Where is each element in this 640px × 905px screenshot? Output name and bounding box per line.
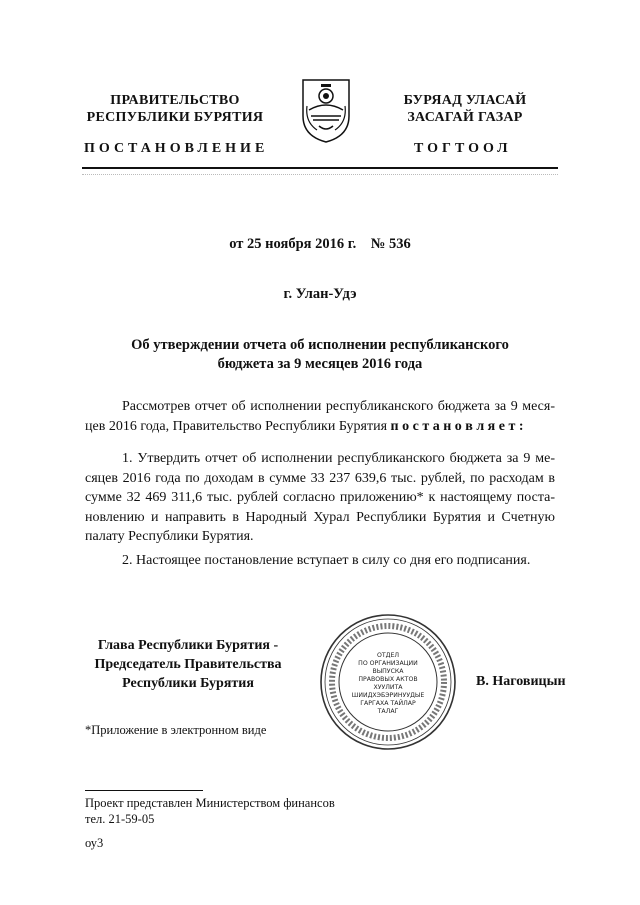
footer-code: оу3 [85, 836, 104, 850]
official-stamp [318, 612, 458, 752]
preamble-decree: п о с т а н о в л я е т : [390, 418, 524, 434]
republic-name-ru: РЕСПУБЛИКИ БУРЯТИЯ [86, 110, 264, 125]
date-number: от 25 ноября 2016 г. № 536 [229, 236, 411, 252]
item-2 [85, 551, 555, 571]
document-title [0, 336, 640, 374]
government-name-ru: ПРАВИТЕЛЬСТВО [110, 93, 240, 108]
signatory-position [78, 636, 298, 693]
header-dotted-line [82, 174, 558, 176]
header-right [370, 92, 560, 126]
government-name-bur-2: ЗАСАГАЙ ГАЗАР [407, 110, 523, 125]
preamble-text: Рассмотрев отчет об исполнении республиканского бюджета за 9 меся-цев 2016 года, Правительство Республики Бурятия [85, 399, 555, 434]
appendix-note: *Приложение в электронном виде [85, 723, 267, 737]
signatory-line-2: Председатель Правительства [94, 657, 282, 672]
item-1 [85, 449, 555, 547]
footer-phone: тел. 21-59-05 [85, 812, 155, 826]
city: г. Улан-Удэ [283, 286, 357, 302]
item-2-text: 2. Настоящее постановление вступает в силу со дня его подписания. [122, 553, 531, 568]
header-rule [82, 167, 558, 169]
government-name-bur: БУРЯАД УЛАСАЙ [403, 93, 527, 108]
header-left [80, 92, 270, 126]
title-line-2: бюджета за 9 месяцев 2016 года [217, 356, 423, 372]
footer-block [85, 795, 335, 851]
coat-of-arms-icon [297, 76, 355, 144]
footer-rule [85, 790, 203, 791]
title-line-1: Об утверждении отчета об исполнении республиканского [131, 337, 509, 353]
preamble [85, 397, 555, 436]
stamp-text: ОТДЕЛ ПО ОРГАНИЗАЦИИ ВЫПУСКА ПРАВОВЫХ АКТОВ ХУУЛИТА ШИИДХЭБЭРИНУУДЫЕ ГАРГАХА ТАЙЛАР ТАЛАГ [351, 652, 425, 715]
item-1-text: 1. Утвердить отчет об исполнении республиканского бюджета за 9 ме-сяцев 2016 года по доходам в сумме 33 237 639,6 тыс. рублей, по расходам в сумме 32 469 311,6 тыс. рублей согласно приложению* к настоящему поста-новлению и направить в Народный Хурал Республики Бурятия и Счетную палату Республики Бурятия. [85, 451, 555, 544]
footer-prepared-by: Проект представлен Министерством финансов [85, 796, 335, 810]
doc-type-bur: ТОГТООЛ [414, 141, 512, 156]
signatory-line-1: Глава Республики Бурятия - [97, 638, 279, 653]
signatory-line-3: Республики Бурятия [122, 676, 254, 691]
doc-type-ru: ПОСТАНОВЛЕНИЕ [84, 141, 269, 156]
signatory-name: В. Наговицын [476, 674, 566, 689]
